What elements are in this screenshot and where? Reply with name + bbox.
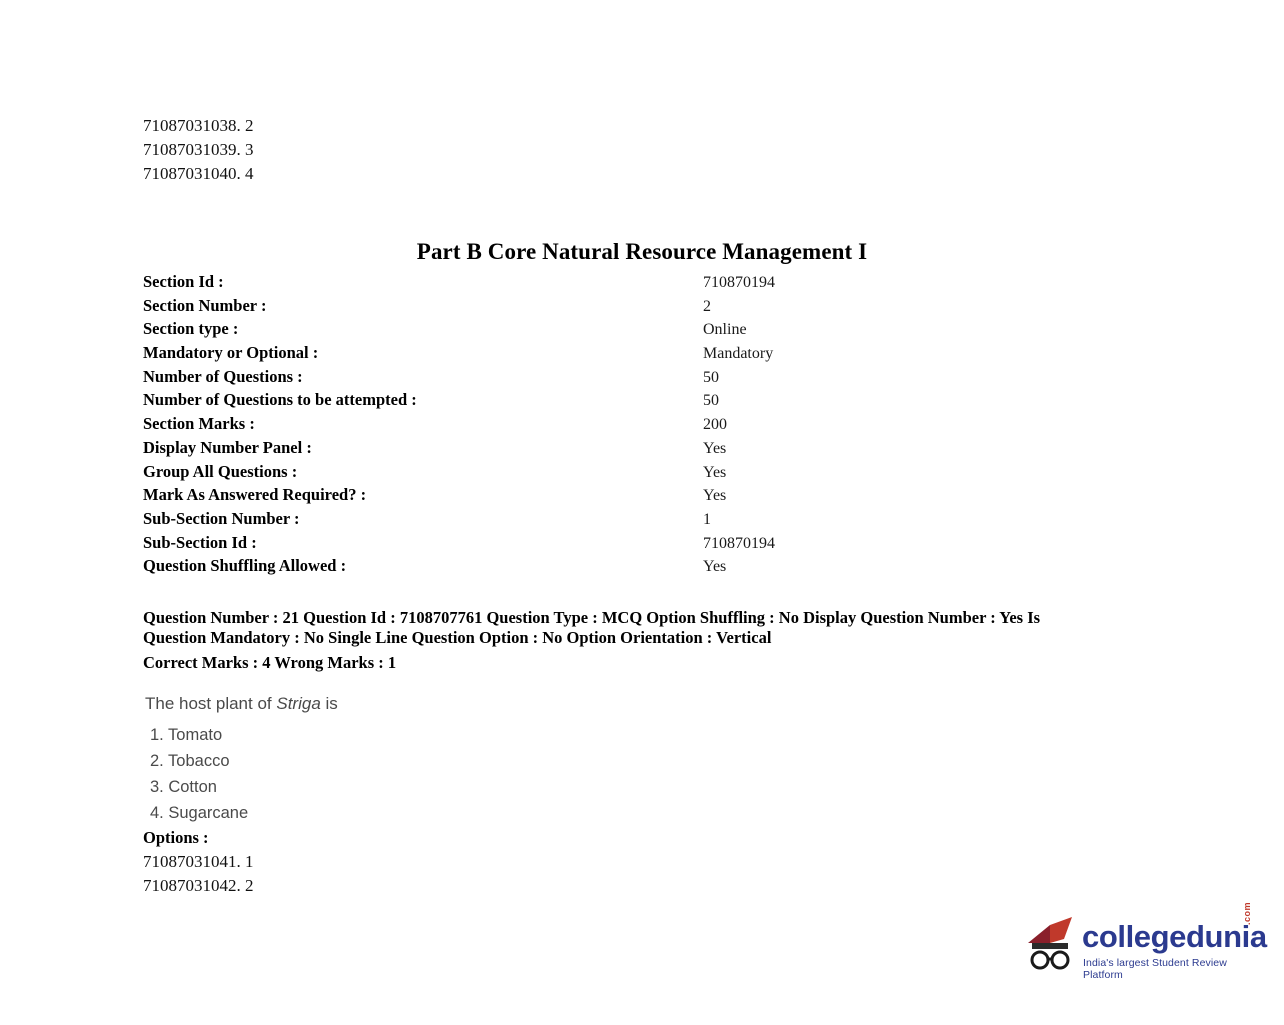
meta-label: Sub-Section Number :: [143, 508, 300, 528]
table-row: [143, 462, 1123, 486]
collegedunia-watermark: [1020, 901, 1267, 985]
meta-label: Number of Questions :: [143, 366, 303, 386]
meta-value: Yes: [703, 487, 727, 505]
collegedunia-tagline: India's largest Student Review Platform: [1083, 957, 1227, 981]
question-header-line-2: Question Mandatory : No Single Line Question Option : No Option Orientation : Vertical: [143, 628, 772, 647]
table-row: [143, 533, 1123, 557]
option-id-line: 71087031042. 2: [143, 876, 254, 895]
table-row: [143, 319, 1123, 343]
meta-value: 1: [703, 510, 711, 528]
table-row: [143, 509, 1123, 533]
option-id-line: 71087031039. 3: [143, 140, 254, 159]
meta-value: Yes: [703, 439, 727, 457]
meta-label: Sub-Section Id :: [143, 532, 257, 552]
meta-value: 710870194: [703, 534, 775, 552]
meta-value: Mandatory: [703, 345, 774, 363]
meta-value: 200: [703, 416, 727, 434]
meta-label: Section Number :: [143, 295, 267, 315]
question-stem: [145, 694, 338, 714]
meta-value: 2: [703, 297, 711, 315]
list-item: 3. Cotton: [150, 778, 217, 796]
meta-label: Group All Questions :: [143, 461, 298, 481]
section-metadata-table: [143, 272, 1123, 580]
meta-value: Yes: [703, 463, 727, 481]
option-id-line: 71087031040. 4: [143, 164, 254, 183]
table-row: [143, 343, 1123, 367]
meta-label: Display Number Panel :: [143, 437, 312, 457]
meta-value: 50: [703, 368, 719, 386]
meta-label: Section Marks :: [143, 414, 255, 434]
question-stem-prefix: The host plant of: [145, 694, 277, 713]
option-id-list: [143, 850, 254, 898]
question-header-line-1: Question Number : 21 Question Id : 7108707761 Question Type : MCQ Option Shuffling : No Display Question Number : Yes Is: [143, 608, 1041, 627]
collegedunia-dotcom: .com: [1242, 901, 1252, 925]
meta-label: Section type :: [143, 319, 239, 339]
section-title: Part B Core Natural Resource Management I: [416, 239, 868, 264]
question-stem-suffix: is: [320, 694, 338, 713]
meta-label: Number of Questions to be attempted :: [143, 390, 417, 410]
question-stem-italic-term: Striga: [276, 694, 321, 713]
table-row: [143, 367, 1123, 391]
list-item: 4. Sugarcane: [150, 804, 249, 822]
table-row: [143, 414, 1123, 438]
top-option-id-list: [143, 114, 254, 186]
table-row: [143, 272, 1123, 296]
table-row: [143, 438, 1123, 462]
table-row: [143, 390, 1123, 414]
list-item: 1. Tomato: [150, 726, 223, 744]
question-header: [143, 608, 1153, 648]
meta-label: Section Id :: [143, 272, 224, 291]
meta-value: 710870194: [703, 274, 775, 291]
question-marks: Correct Marks : 4 Wrong Marks : 1: [143, 653, 397, 672]
table-row: [143, 296, 1123, 320]
list-item: 2. Tobacco: [150, 752, 230, 770]
meta-label: Question Shuffling Allowed :: [143, 556, 347, 576]
table-row: [143, 556, 1123, 580]
meta-label: Mandatory or Optional :: [143, 343, 319, 363]
option-id-line: 71087031041. 1: [143, 852, 254, 871]
meta-value: Yes: [703, 558, 727, 576]
options-label: Options :: [143, 828, 209, 847]
meta-label: Mark As Answered Required? :: [143, 485, 367, 505]
question-choice-list: [150, 722, 248, 826]
meta-value: 50: [703, 392, 719, 410]
collegedunia-wordmark: collegedunia: [1082, 919, 1267, 954]
meta-value: Online: [703, 321, 747, 339]
collegedunia-logo-icon: [1020, 913, 1082, 975]
table-row: [143, 485, 1123, 509]
option-id-line: 71087031038. 2: [143, 116, 254, 135]
